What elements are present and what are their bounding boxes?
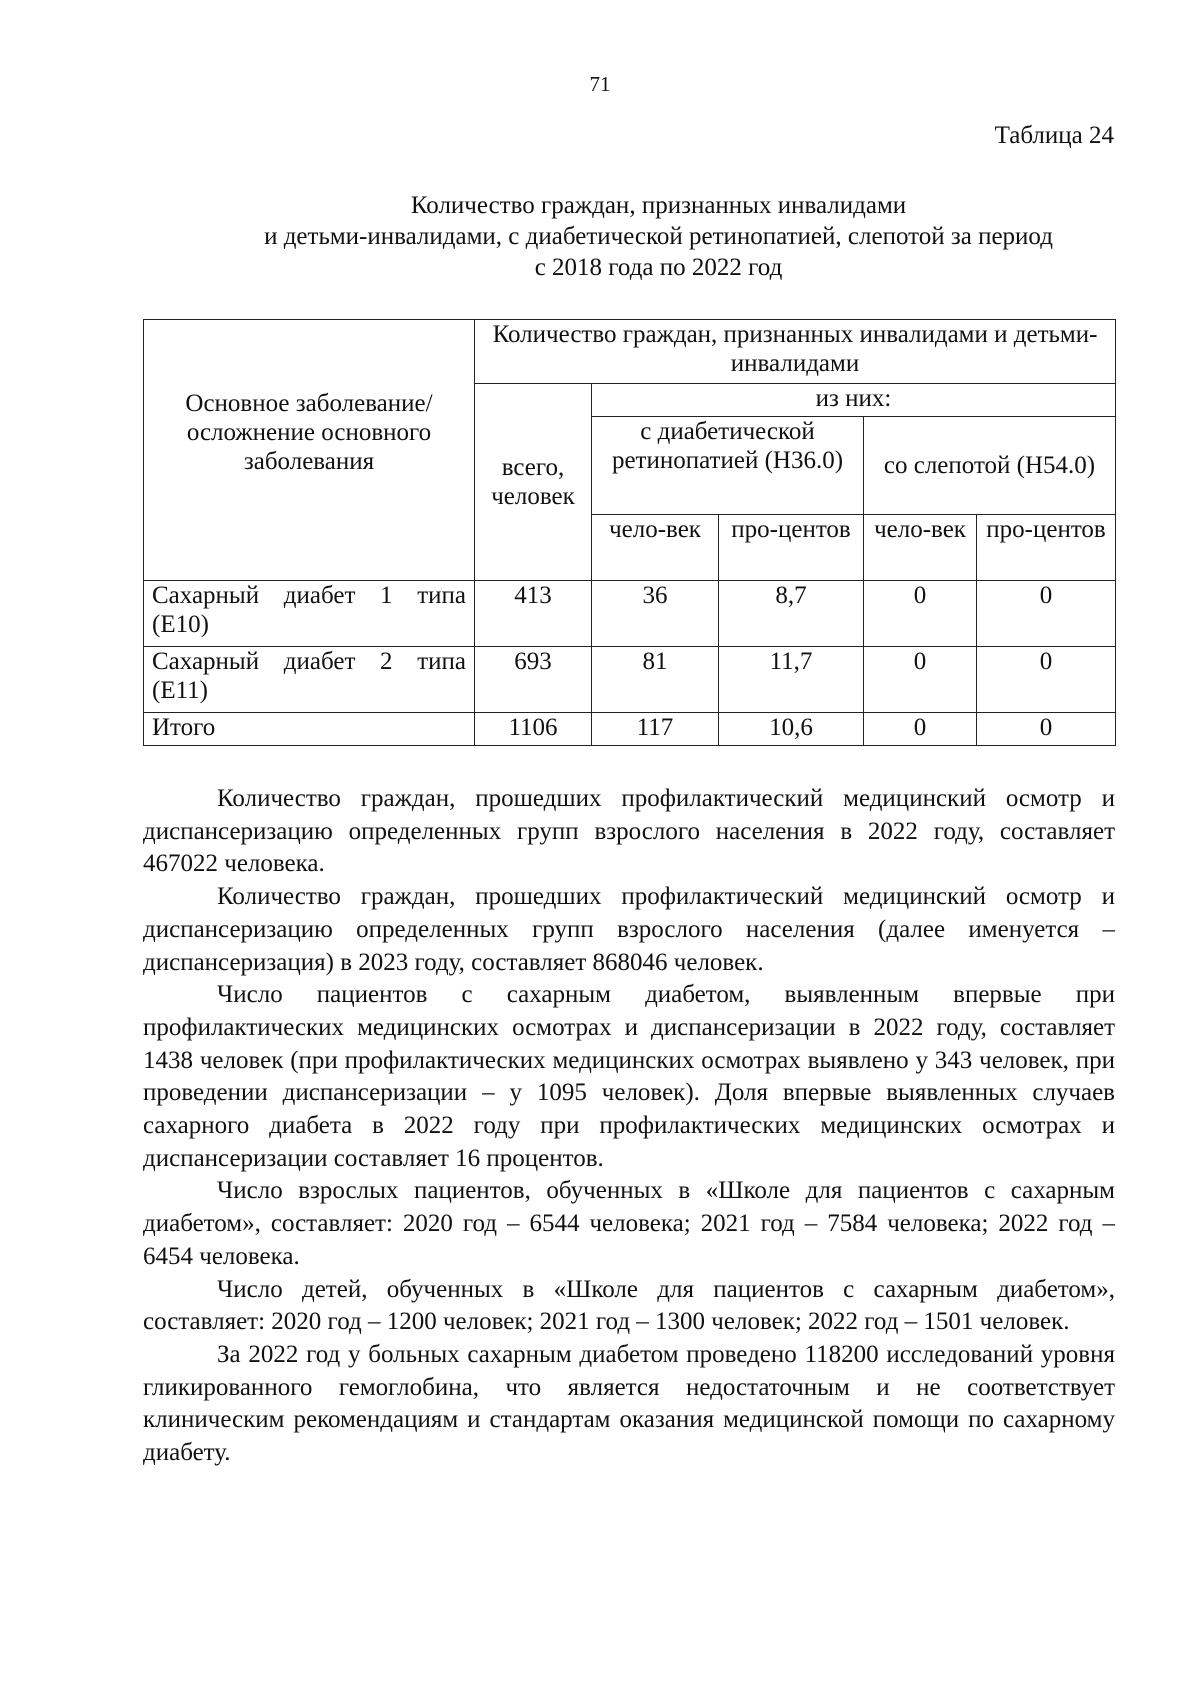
row-ret-percent: 8,7 [719, 581, 864, 647]
header-blind-percent: про-центов [977, 515, 1116, 581]
table-row [144, 581, 1116, 647]
header-ret-percent: про-центов [719, 515, 864, 581]
body-text [143, 783, 1115, 1470]
row-blind-percent: 0 [977, 713, 1116, 746]
header-total: всего, человек [475, 384, 592, 581]
table-row-total [144, 713, 1116, 746]
row-ret-persons: 36 [592, 581, 719, 647]
row-blind-persons: 0 [864, 647, 977, 713]
disability-table [143, 319, 1116, 746]
paragraph: За 2022 год у больных сахарным диабетом проведено 118200 исследований уровня гликированного гемоглобина, что является недостаточным и не соответствует клиническим рекомендациям и стандартам оказания медицинской помощи по сахарному диабету. [143, 1340, 1115, 1467]
header-blindness: со слепотой (Н54.0) [864, 417, 1116, 515]
paragraph: Количество граждан, прошедших профилактический медицинский осмотр и диспансеризацию определенных групп взрослого населения (далее именуется – диспансеризация) в 2023 году, составляет 868046 человек. [143, 883, 1115, 976]
row-total: 1106 [475, 713, 592, 746]
header-group: Количество граждан, признанных инвалидами и детьми-инвалидами [475, 320, 1116, 384]
row-total: 413 [475, 581, 592, 647]
table-title [200, 190, 1117, 283]
row-blind-percent: 0 [977, 581, 1116, 647]
row-name: Итого [144, 713, 475, 746]
paragraph: Количество граждан, прошедших профилактический медицинский осмотр и диспансеризацию определенных групп взрослого населения в 2022 году, составляет 467022 человека. [143, 785, 1115, 878]
header-of-them: из них: [592, 384, 1116, 417]
row-total: 693 [475, 647, 592, 713]
title-line-2: и детьми-инвалидами, с диабетической ретинопатией, слепотой за период [264, 223, 1053, 250]
title-line-3: с 2018 года по 2022 год [534, 254, 783, 281]
header-disease: Основное заболевание/осложнение основного заболевания [144, 320, 475, 581]
paragraph: Число пациентов с сахарным диабетом, выявленным впервые при профилактических медицинских осмотрах и диспансеризации в 2022 году, составляет 1438 человек (при профилактических медицинских осмотрах выявлено у 343 человек, при проведении диспансеризации – у 1095 человек). Доля впервые выявленных случаев сахарного диабета в 2022 году при профилактических медицинских осмотрах и диспансеризации составляет 16 процентов. [143, 981, 1115, 1172]
row-ret-persons: 117 [592, 713, 719, 746]
page-number: 71 [589, 72, 611, 96]
row-blind-percent: 0 [977, 647, 1116, 713]
paragraph: Число детей, обученных в «Школе для пациентов с сахарным диабетом», составляет: 2020 год – 1200 человек; 2021 год – 1300 человек; 2022 год – 1501 человек. [143, 1275, 1115, 1336]
title-line-1: Количество граждан, признанных инвалидами [410, 192, 907, 219]
row-ret-percent: 11,7 [719, 647, 864, 713]
row-name: Сахарный диабет 1 типа (Е10) [144, 581, 475, 647]
table-label: Таблица 24 [994, 122, 1114, 149]
paragraph: Число взрослых пациентов, обученных в «Школе для пациентов с сахарным диабетом», составляет: 2020 год – 6544 человека; 2021 год – 7584 человека; 2022 год – 6454 человека. [143, 1177, 1115, 1270]
row-blind-persons: 0 [864, 713, 977, 746]
header-blind-persons: чело-век [864, 515, 977, 581]
header-retinopathy: с диабетической ретинопатией (Н36.0) [592, 417, 864, 515]
row-name: Сахарный диабет 2 типа (Е11) [144, 647, 475, 713]
row-ret-persons: 81 [592, 647, 719, 713]
header-ret-persons: чело-век [592, 515, 719, 581]
row-ret-percent: 10,6 [719, 713, 864, 746]
row-blind-persons: 0 [864, 581, 977, 647]
table-row [144, 647, 1116, 713]
